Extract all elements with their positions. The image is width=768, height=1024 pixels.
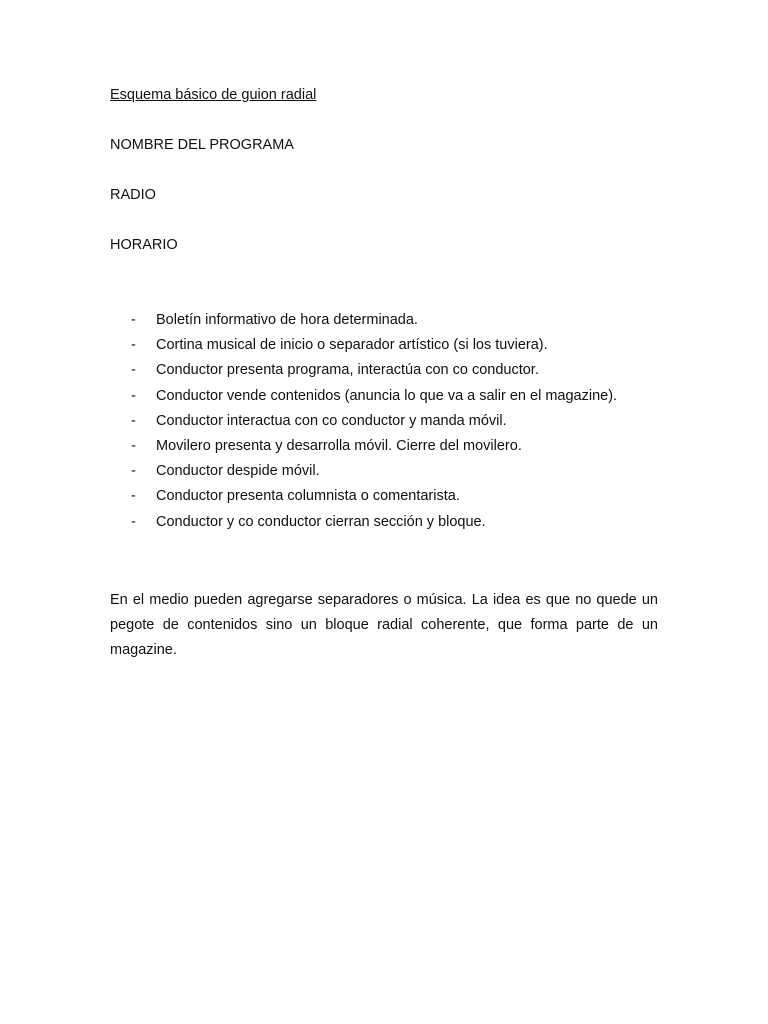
bullet-dash: - xyxy=(131,513,136,530)
step-text: Conductor y co conductor cierran sección y bloque. xyxy=(156,513,486,530)
step-text: Boletín informativo de hora determinada. xyxy=(156,312,418,328)
step-text: Cortina musical de inicio o separador artístico (si los tuviera). xyxy=(156,337,548,354)
step-text: Conductor vende contenidos (anuncia lo que va a salir en el magazine). xyxy=(156,387,618,404)
document-title: Esquema básico de guion radial xyxy=(110,87,317,103)
bullet-dash: - xyxy=(131,463,136,480)
bullet-dash: - xyxy=(131,337,136,354)
bullet-dash: - xyxy=(131,488,136,505)
step-text: Conductor despide móvil. xyxy=(156,463,320,480)
closing-paragraph: En el medio pueden agregarse separadores o música. La idea es que no quede un pegote de contenidos sino un bloque radial coherente, que forma parte de un magazine. xyxy=(110,592,658,659)
step-text: Movilero presenta y desarrolla móvil. Cierre del movilero. xyxy=(156,437,522,454)
program-name-heading: NOMBRE DEL PROGRAMA xyxy=(110,137,294,153)
schedule-heading: HORARIO xyxy=(110,237,178,253)
bullet-dash: - xyxy=(131,312,136,328)
step-text: Conductor interactua con co conductor y manda móvil. xyxy=(156,412,507,429)
bullet-dash: - xyxy=(131,362,136,379)
step-text: Conductor presenta columnista o comentarista. xyxy=(156,488,460,505)
radio-heading: RADIO xyxy=(110,187,156,203)
bullet-dash: - xyxy=(131,437,136,454)
bullet-dash: - xyxy=(131,387,136,404)
bullet-dash: - xyxy=(131,412,136,429)
step-text: Conductor presenta programa, interactúa con co conductor. xyxy=(156,362,539,379)
